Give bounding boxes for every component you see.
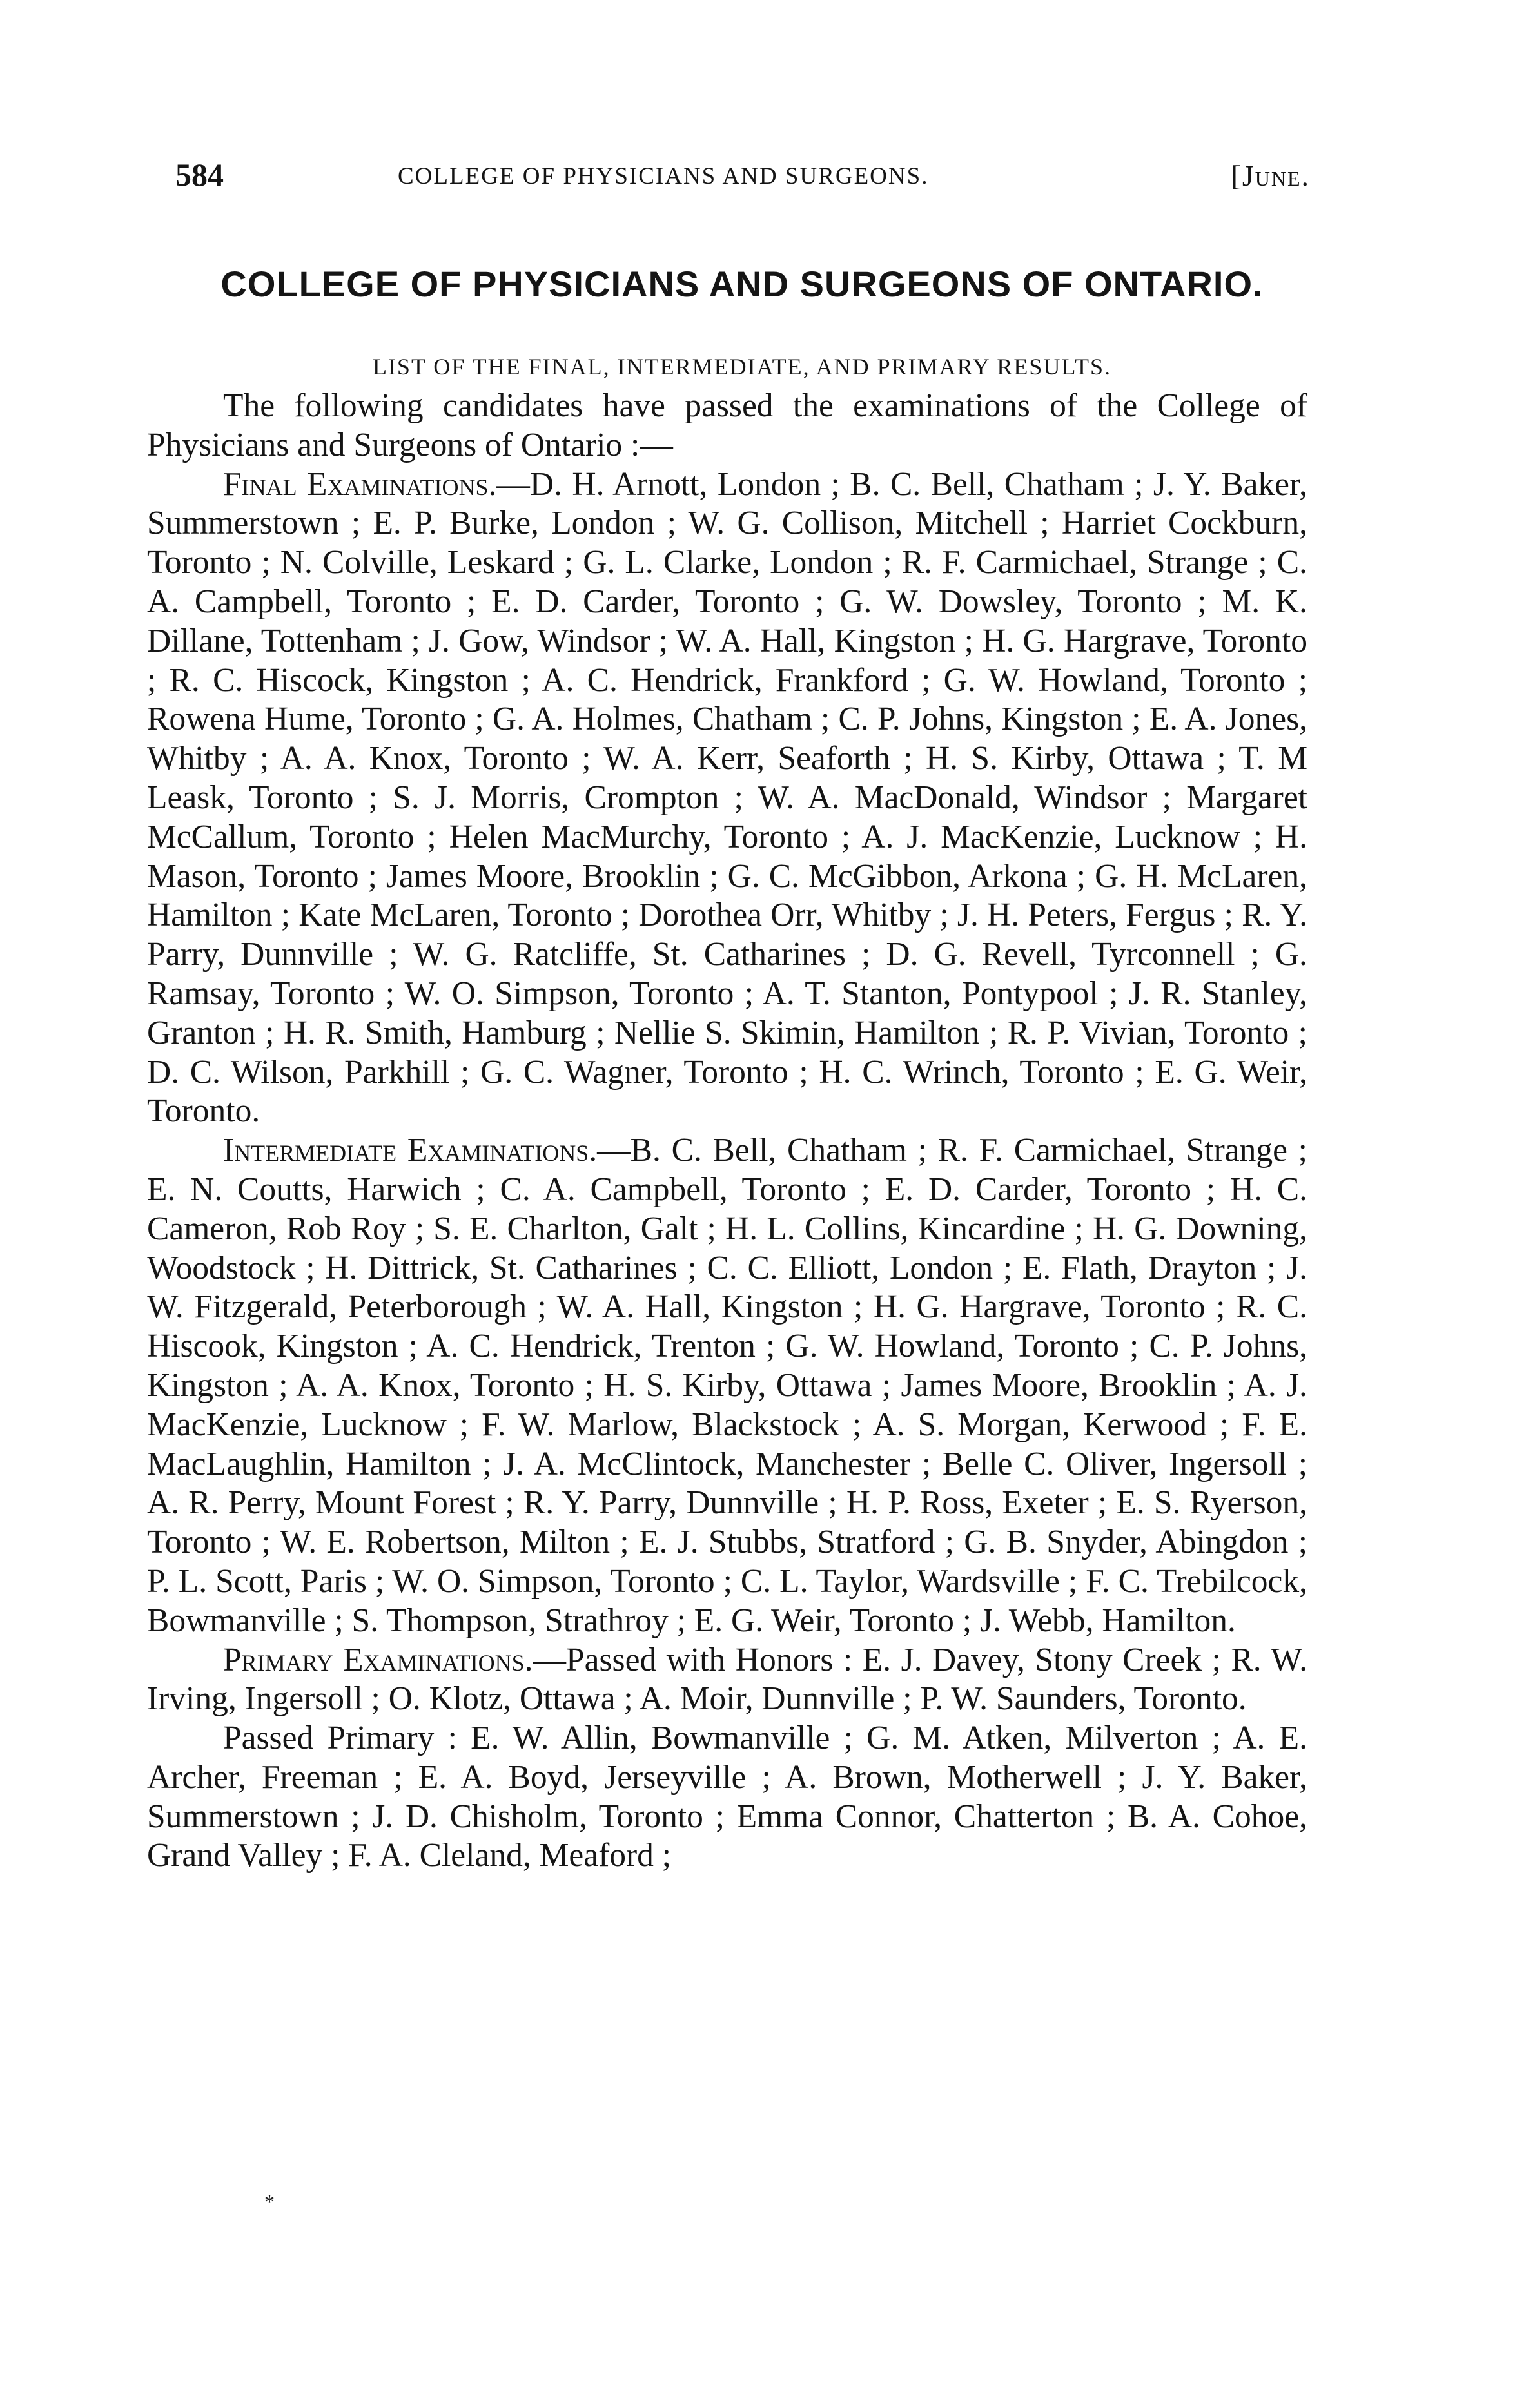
page-header	[175, 150, 1310, 214]
intermediate-examinations-list: —B. C. Bell, Chatham ; R. F. Carmichael, Strange ; E. N. Coutts, Harwich ; C. A. Campbell, Toronto ; E. D. Carder, Toronto ; H. C. Cameron, Rob Roy ; S. E. Charlton, Galt ; H. L. Collins, Kincardine ; H. G. Downing, Woodstock ; H. Dittrick, St. Catharines ; C. C. Elliott, London ; E. Flath, Drayton ; J. W. Fitzgerald, Peterborough ; W. A. Hall, Kingston ; H. G. Hargrave, Toronto ; R. C. Hiscook, Kingston ; A. C. Hendrick, Trenton ; G. W. Howland, Toronto ; C. P. Johns, Kingston ; A. A. Knox, Toronto ; H. S. Kirby, Ottawa ; James Moore, Brooklin ; A. J. MacKenzie, Lucknow ; F. W. Marlow, Blackstock ; A. S. Morgan, Kerwood ; F. E. MacLaughlin, Hamilton ; J. A. McClintock, Manchester ; Belle C. Oliver, Ingersoll ; A. R. Perry, Mount Forest ; R. Y. Parry, Dunnville ; H. P. Ross, Exeter ; E. S. Ryerson, Toronto ; W. E. Robertson, Milton ; E. J. Stubbs, Stratford ; G. B. Snyder, Abingdon ; P. L. Scott, Paris ; W. O. Simpson, Toronto ; C. L. Taylor, Wardsville ; F. C. Trebilcock, Bowmanville ; S. Thompson, Strathroy ; E. G. Weir, Toronto ; J. Webb, Hamilton.	[147, 1132, 1307, 1639]
final-examinations-paragraph	[147, 465, 1307, 1132]
document-subtitle: LIST OF THE FINAL, INTERMEDIATE, AND PRIMARY RESULTS.	[372, 354, 1112, 380]
document-title: COLLEGE OF PHYSICIANS AND SURGEONS OF ONTARIO.	[220, 264, 1264, 304]
header-month: [June.	[1231, 159, 1310, 192]
intermediate-examinations-heading: Intermediate Examinations.	[223, 1132, 598, 1169]
page-number: 584	[175, 157, 224, 193]
primary-examinations-heading: Primary Examinations.	[223, 1641, 533, 1678]
primary-examinations-paragraph	[147, 1641, 1307, 1720]
intro-paragraph: The following candidates have passed the examinations of the College of Physicians and Surgeons of Ontario :—	[147, 387, 1307, 463]
final-examinations-list: —D. H. Arnott, London ; B. C. Bell, Chatham ; J. Y. Baker, Summerstown ; E. P. Burke, London ; W. G. Collison, Mitchell ; Harriet Cockburn, Toronto ; N. Colville, Leskard ; G. L. Clarke, London ; R. F. Carmichael, Strange ; C. A. Campbell, Toronto ; E. D. Carder, Toronto ; G. W. Dowsley, Toronto ; M. K. Dillane, Tottenham ; J. Gow, Windsor ; W. A. Hall, Kingston ; H. G. Hargrave, Toronto ; R. C. Hiscock, Kingston ; A. C. Hendrick, Frankford ; G. W. Howland, Toronto ; Rowena Hume, Toronto ; G. A. Holmes, Chatham ; C. P. Johns, Kingston ; E. A. Jones, Whitby ; A. A. Knox, Toronto ; W. A. Kerr, Seaforth ; H. S. Kirby, Ottawa ; T. M Leask, Toronto ; S. J. Morris, Crompton ; W. A. MacDonald, Windsor ; Margaret McCallum, Toronto ; Helen MacMurchy, Toronto ; A. J. MacKenzie, Lucknow ; H. Mason, Toronto ; James Moore, Brooklin ; G. C. McGibbon, Arkona ; G. H. McLaren, Hamilton ; Kate McLaren, Toronto ; Dorothea Orr, Whitby ; J. H. Peters, Fergus ; R. Y. Parry, Dunnville ; W. G. Ratcliffe, St. Catharines ; D. G. Revell, Tyrconnell ; G. Ramsay, Toronto ; W. O. Simpson, Toronto ; A. T. Stanton, Pontypool ; J. R. Stanley, Granton ; H. R. Smith, Hamburg ; Nellie S. Skimin, Hamilton ; R. P. Vivian, Toronto ; D. C. Wilson, Parkhill ; G. C. Wagner, Toronto ; H. C. Wrinch, Toronto ; E. G. Weir, Toronto.	[147, 465, 1308, 1130]
final-examinations-heading: Final Examinations.	[223, 465, 497, 503]
footer-mark: *	[264, 2190, 275, 2213]
primary-honors-list: —Passed with Honors : E. J. Davey, Stony Creek ; R. W. Irving, Ingersoll ; O. Klotz, Ottawa ; A. Moir, Dunnville ; P. W. Saunders, Toronto.	[147, 1641, 1307, 1718]
intermediate-examinations-paragraph	[147, 1131, 1307, 1640]
body-text	[147, 387, 1307, 1876]
passed-primary-paragraph: Passed Primary : E. W. Allin, Bowmanville ; G. M. Atken, Milverton ; A. E. Archer, Freeman ; E. A. Boyd, Jerseyville ; A. Brown, Motherwell ; J. Y. Baker, Summerstown ; J. D. Chisholm, Toronto ; Emma Connor, Chatterton ; B. A. Cohoe, Grand Valley ; F. A. Cleland, Meaford ;	[147, 1720, 1307, 1874]
running-head: COLLEGE OF PHYSICIANS AND SURGEONS.	[398, 163, 929, 189]
